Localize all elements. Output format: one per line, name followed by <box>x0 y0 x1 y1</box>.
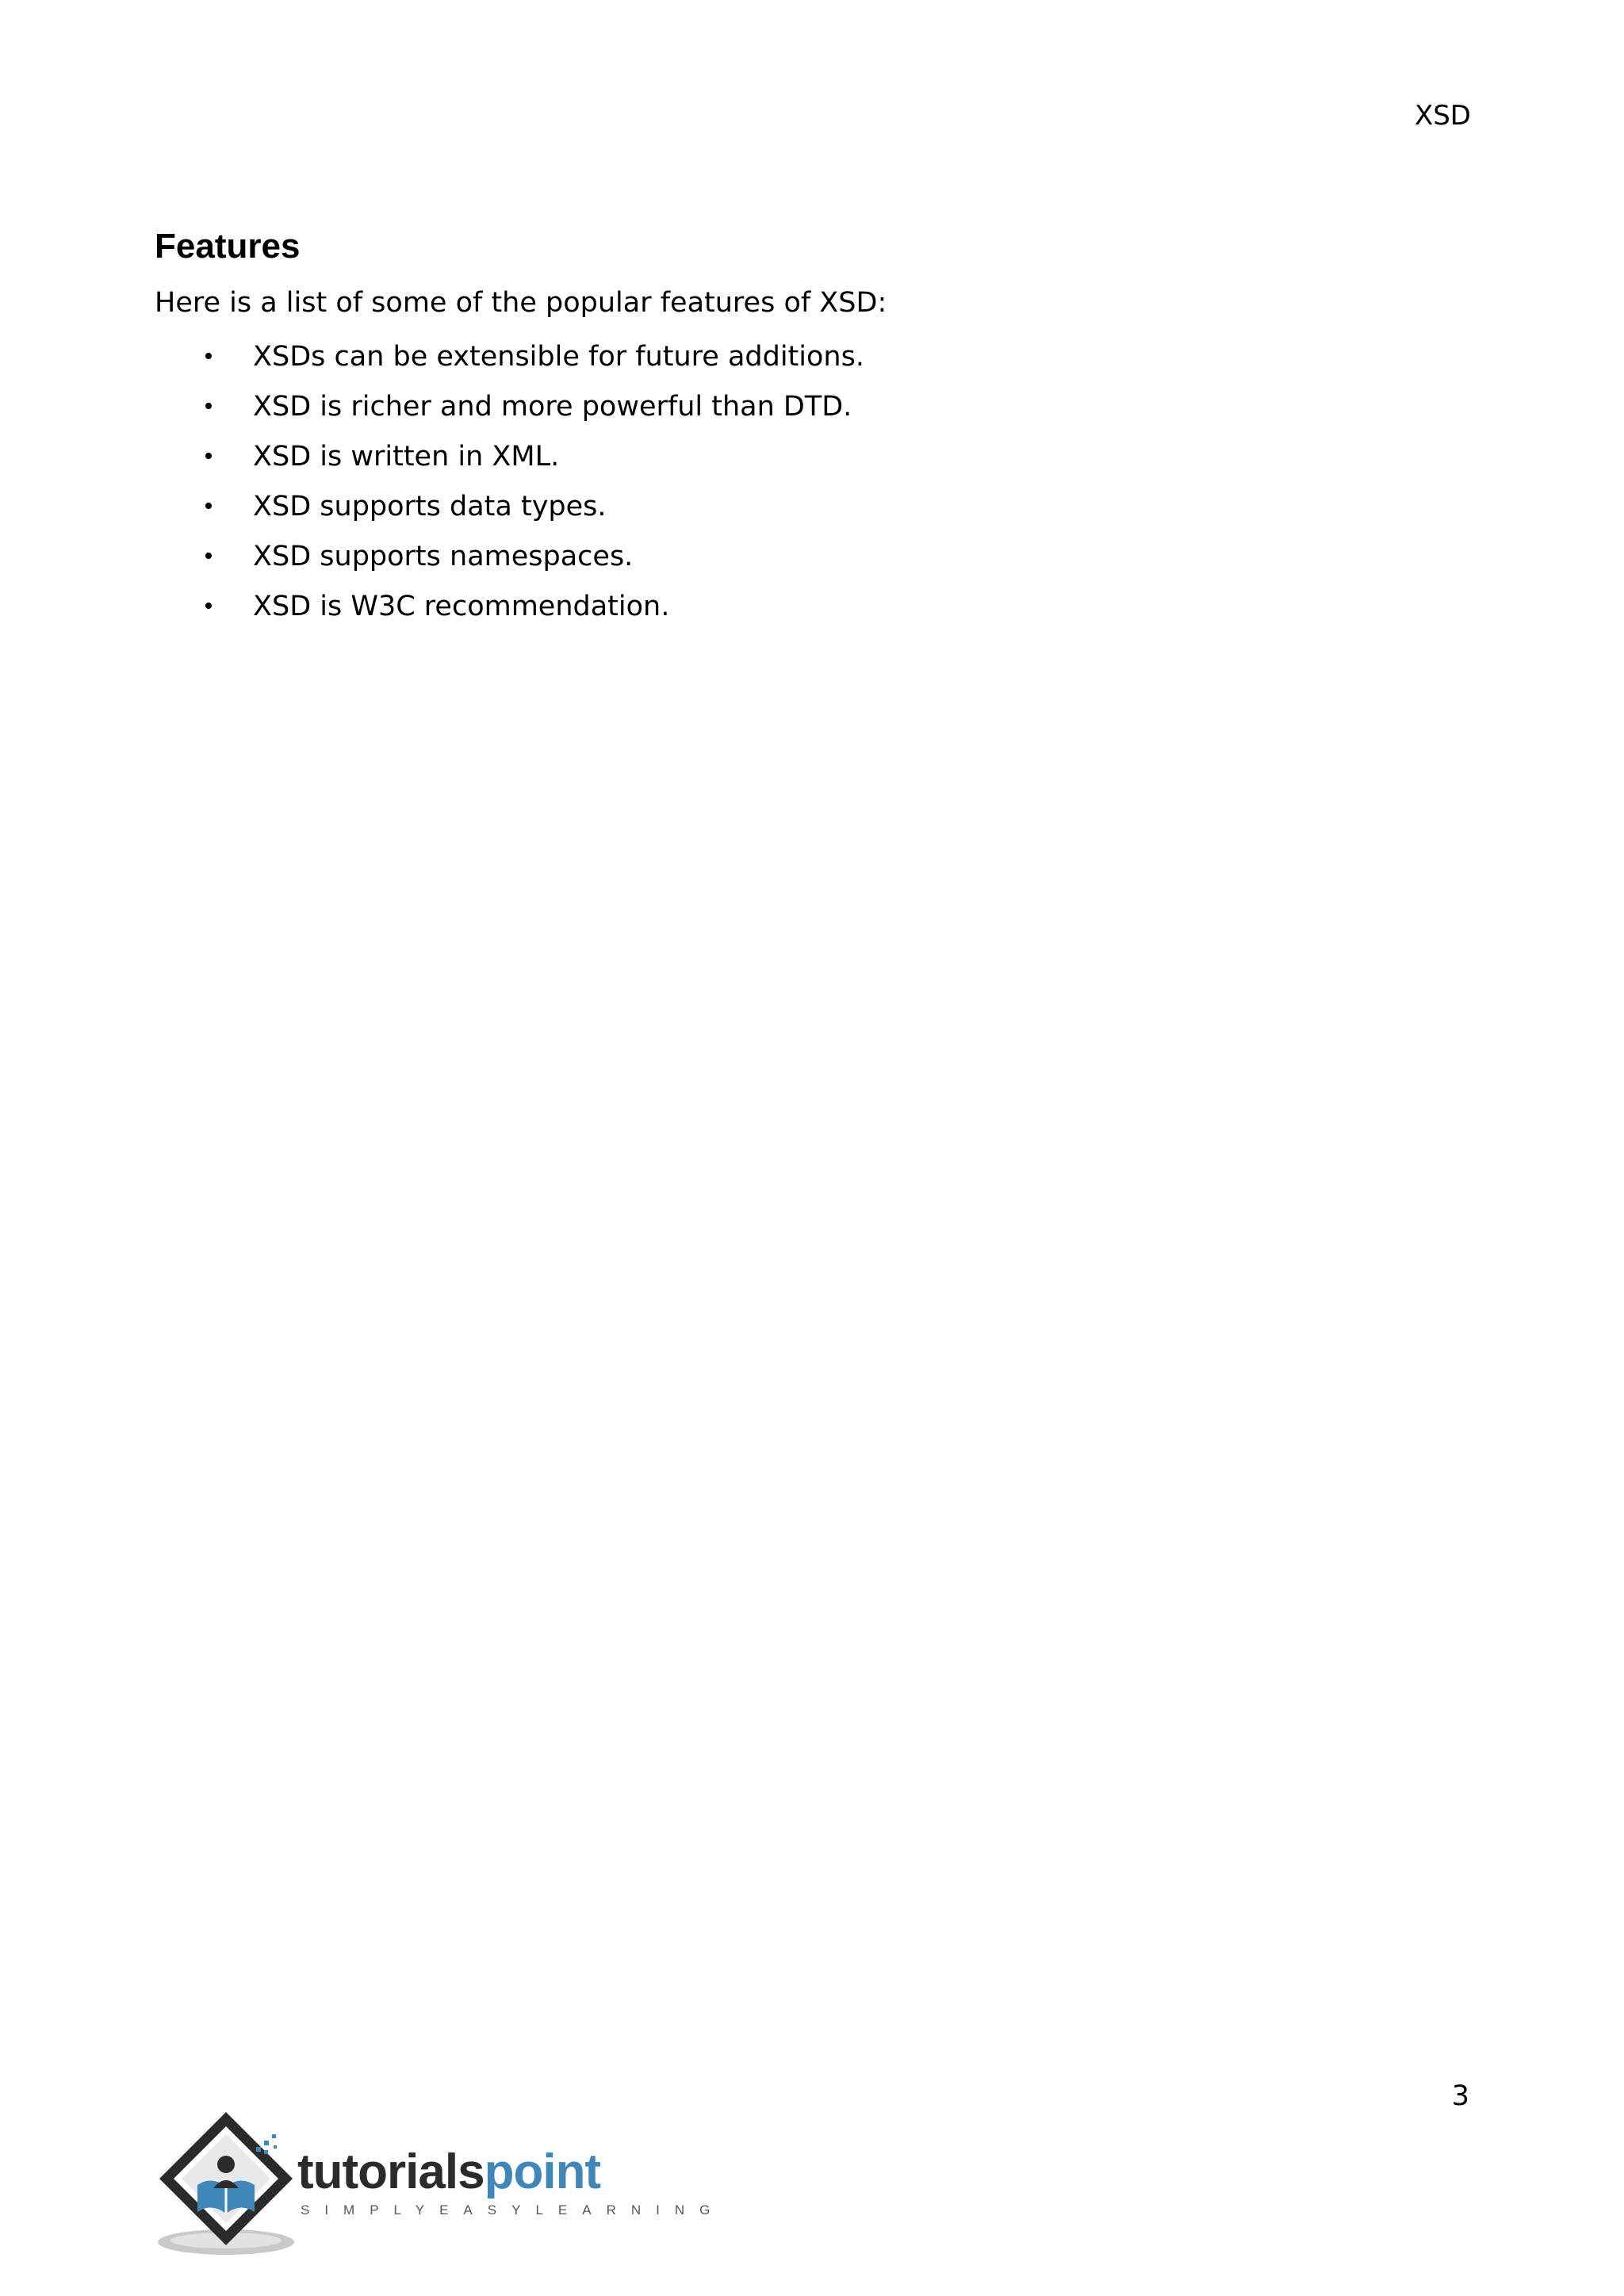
logo-emblem-icon <box>153 2109 296 2260</box>
bullet-icon: • <box>204 591 213 621</box>
bullet-icon: • <box>204 342 213 371</box>
section-heading: Features <box>155 227 301 266</box>
list-item-text: XSD is written in XML. <box>253 441 560 473</box>
running-header: XSD <box>1414 100 1471 132</box>
list-item-text: XSD supports namespaces. <box>253 541 634 572</box>
bullet-icon: • <box>204 541 213 571</box>
logo-wordmark <box>297 2147 600 2198</box>
logo-tagline: SIMPLYEASYLEARNING <box>301 2202 726 2218</box>
logo-word-part2: point <box>484 2145 601 2199</box>
tutorialspoint-logo <box>153 2109 726 2260</box>
bullet-icon: • <box>204 442 213 471</box>
logo-word-part1: tutorials <box>297 2145 485 2199</box>
bullet-icon: • <box>204 392 213 421</box>
list-item-text: XSD is W3C recommendation. <box>253 591 670 622</box>
page-number: 3 <box>1451 2080 1469 2112</box>
bullet-icon: • <box>204 492 213 521</box>
list-item-text: XSD is richer and more powerful than DTD. <box>253 391 852 423</box>
intro-paragraph: Here is a list of some of the popular features of XSD: <box>155 287 887 319</box>
list-item-text: XSD supports data types. <box>253 491 607 522</box>
list-item-text: XSDs can be extensible for future additions. <box>253 341 864 373</box>
